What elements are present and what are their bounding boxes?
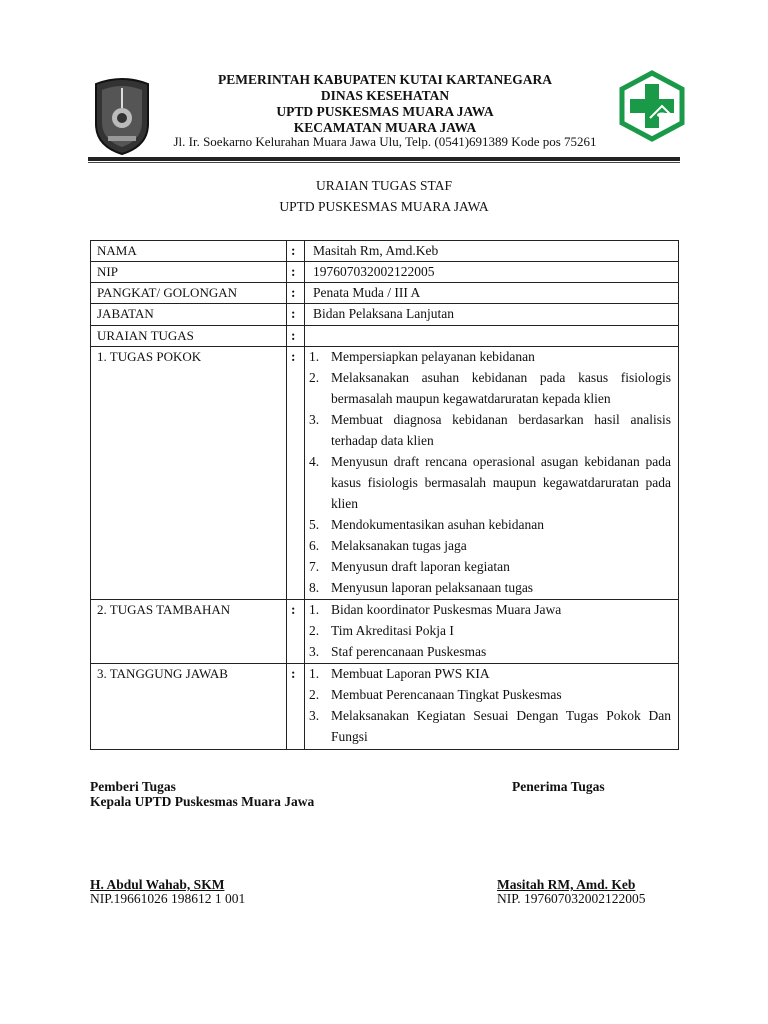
letterhead-line-3: UPTD PUSKESMAS MUARA JAWA (276, 104, 494, 119)
tugas-tambahan-list (309, 599, 671, 662)
list-item: 5. Mendokumentasikan asuhan kebidanan (309, 517, 544, 532)
list-item: 1. Bidan koordinator Puskesmas Muara Jawa (309, 602, 562, 617)
receiver-label: Penerima Tugas (512, 779, 605, 794)
list-item: 3. Melaksanakan Kegiatan Sesuai Dengan Tugas Pokok Dan Fungsi (309, 708, 671, 744)
list-item: 3. Staf perencanaan Puskesmas (309, 644, 487, 659)
tugas-pokok-list (309, 346, 671, 598)
list-item: 3. Membuat diagnosa kebidanan berdasarkan hasil analisis terhadap data klien (309, 412, 671, 448)
giver-label: Pemberi Tugas (90, 779, 176, 794)
list-item: 2. Tim Akreditasi Pokja I (309, 623, 454, 638)
document-title: URAIAN TUGAS STAF (316, 178, 452, 193)
letterhead-line-1: PEMERINTAH KABUPATEN KUTAI KARTANEGARA (218, 72, 552, 87)
list-item: 7. Menyusun draft laporan kegiatan (309, 559, 510, 574)
giver-name: H. Abdul Wahab, SKM (90, 877, 225, 892)
letterhead-line-4: KECAMATAN MUARA JAWA (293, 120, 477, 135)
list-item: 4. Menyusun draft rencana operasional asugan kebidanan pada kasus fisiologis bermasalah maupun kegawatdaruratan pada klien (309, 454, 671, 511)
list-item: 6. Melaksanakan tugas jaga (309, 538, 467, 553)
giver-nip: NIP.19661026 198612 1 001 (90, 891, 246, 906)
letterhead-line-2: DINAS KESEHATAN (320, 88, 450, 103)
list-item: 2. Membuat Perencanaan Tingkat Puskesmas (309, 687, 562, 702)
document-subtitle: UPTD PUSKESMAS MUARA JAWA (279, 199, 489, 214)
letterhead-divider-thin (88, 162, 680, 163)
list-item: 2. Melaksanakan asuhan kebidanan pada kasus fisiologis bermasalah maupun kegawatdaruratan kepada klien (309, 370, 671, 406)
list-item: 8. Menyusun laporan pelaksanaan tugas (309, 580, 534, 595)
puskesmas-logo (616, 70, 688, 142)
receiver-name: Masitah RM, Amd. Keb (497, 877, 636, 892)
task-table: NAMA : Masitah Rm, Amd.Keb NIP : 197607032002122005 PANGKAT/ GOLONGAN : Penata Muda / III A JABATAN : Bidan Pelaksana Lanjutan URAIAN TUGAS : 1. TUGAS POKOK : 1. Mempersiapkan pelayanan kebidanan 2. Melaksanakan asuhan kebidanan pada kasus fisiologis bermasalah maupun kegawatdaruratan kepada klien 3. Membuat diagnosa kebidanan berdasarkan hasil analisis terhadap data klien 4. Menyusun draft rencana operasional asugan kebidanan pada kasus fisiologis bermasalah maupun kegawatdaruratan pada klien 5. Mendokumentasikan asuhan kebidanan 6. Melaksanakan tugas jaga 7. Menyusun draft laporan kegiatan 8. Menyusun laporan pelaksanaan tugas 2. TUGAS TAMBAHAN : 1. Bidan koordinator Puskesmas Muara Jawa 2. Tim Akreditasi Pokja I 3. Staf perencanaan Puskesmas 3. TANGGUNG JAWAB : 1. Membuat Laporan PWS KIA 2. Membuat Perencanaan Tingkat Puskesmas 3. Melaksanakan Kegiatan Sesuai Dengan Tugas Pokok Dan Fungsi (90, 240, 679, 750)
letterhead-address: Jl. Ir. Soekarno Kelurahan Muara Jawa Ulu, Telp. (0541)691389 Kode pos 75261 (173, 134, 597, 149)
receiver-nip: NIP. 197607032002122005 (497, 891, 646, 906)
tanggung-jawab-list (309, 663, 671, 747)
letterhead-divider (88, 157, 680, 161)
giver-title: Kepala UPTD Puskesmas Muara Jawa (90, 794, 315, 809)
list-item: 1. Mempersiapkan pelayanan kebidanan (309, 349, 535, 364)
list-item: 1. Membuat Laporan PWS KIA (309, 666, 490, 681)
